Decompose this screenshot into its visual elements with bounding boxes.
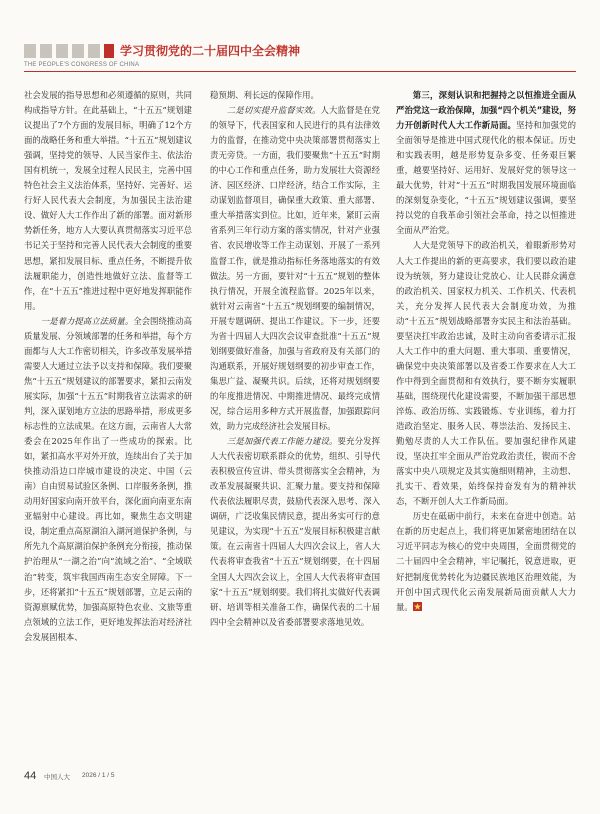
magazine-name: 中国人大 (44, 773, 70, 781)
page-number: 44 (24, 770, 37, 782)
header-bar-mark (56, 44, 68, 58)
paragraph: 人大是党领导下的政治机关，着眼新形势对人大工作提出的新的更高要求，我们要以政治建设为统领，努力建设让党放心、让人民群众满意的政治机关、国家权力机关、工作机关、代表机关，充分发挥人民代表大会制度功效，为推动“十五五”规划战略部署夯实民主和法治基础。要坚决扛牢政治忠诚，及时主动向省委请示汇报人大工作中的重大问题、重大事项、重要情况，确保党中央决策部署以及省委工作要求在人大工作中得到全面贯彻和有效执行，要不断夯实履职基础，围绕现代化建设需要，不断加强干部思想淬炼、政治历练、实践锻炼、专业训练，着力打造政治坚定、服务人民、尊崇法治、发扬民主、勤勉尽责的人大工作队伍。要加强纪律作风建设，坚决扛牢全面从严治党政治责任，锲而不舍落实中央八项规定及其实施细则精神，主动想、扎实干、看效果，始终保持奋发有为的精神状态，不断开创人大工作新局面。 (396, 240, 576, 507)
paragraph-body: 坚持和加强党的全面领导是推进中国式现代化的根本保证。历史和实践表明，越是形势复杂多变、任务艰巨繁重，越要坚持好、运用好、发展好党的领导这一最大优势，针对“十五五”时期我国发展环境面临的深刻复杂变化，“十五五”规划建议强调，要坚持以党的自我革命引领社会革命，持之以恒推进全面从严治党。 (396, 120, 577, 236)
header-bar-mark (72, 44, 84, 58)
text-column-1 (24, 88, 192, 766)
section-title: 学习贯彻党的二十届四中全会精神 (120, 44, 301, 58)
section-heading: 第三，深刻认识和把握持之以恒推进全面从严治党这一政治保障，加强“四个机关”建设，努力开创新时代人大工作新局面。 (396, 90, 576, 131)
header-bar-mark (40, 44, 52, 58)
paragraph (396, 509, 576, 614)
paragraph-body: 人大监督是在党的领导下，代表国家和人民进行的具有法律效力的监督，在推动党中央决策部署贯彻落实上责无旁贷。一方面，我们要聚焦“十五五”时期的中心工作和重点任务，助力发展壮大资源经济、园区经济、口岸经济，结合工作实际，主动谋划监督项目，确保重大政策、重大部署、重大举措落实到位。比如，近年来，紧盯云南省系列三年行动方案的落实情况，针对产业强省、农民增收等工作主动谋划、开展了一系列监督工作，就是推动指标任务落地落实的有效做法。另一方面，要针对“十五五”规划的整体执行情况，开展全流程监督。2025年以来，就针对云南省“十五五”规划纲要的编制情况，开展专题调研、提出工作建议。下一步，还要为省十四届人大四次会议审查批准“十五五”规划纲要做好准备，加强与省政府及有关部门的沟通联系，开展好规划纲要的初步审查工作，集思广益、凝聚共识。后续，还将对规划纲要的年度推进情况、中期推进情况、最终完成情况，综合运用多种方式开展监督，加强跟踪问效，助力完成经济社会发展目标。 (210, 105, 381, 432)
end-mark-icon (413, 602, 422, 611)
paragraph: 稳预期、利长远的保障作用。 (210, 90, 319, 100)
paragraph-body: 历史在砥砺中前行，未来在奋进中创造。站在新的历史起点上，我们将更加紧密地团结在以习近平同志为核心的党中央周围，全面贯彻党的二十届四中全会精神，牢记嘱托，锐意进取，更好把制度优势转化为边疆民族地区治理效能，为开创中国式现代化云南发展新局面贡献人大力量。 (396, 511, 576, 612)
paragraph-body: 要充分发挥人大代表密切联系群众的优势，组织、引导代表积极宣传宣讲、带头贯彻落实全会精神，为改革发展凝聚共识、汇聚力量。要支持和保障代表依法履职尽责，鼓励代表深入思考、深入调研，广泛收集民情民意，提出务实可行的意见建议，为实现“十五五”发展目标积极建言献策。在云南省十四届人大四次会议上，省人大代表将审查我省“十五五”规划纲要，在十四届全国人大四次会议上，全国人大代表将审查国家“十五五”规划纲要。我们将扎实做好代表调研、培训等相关准备工作，确保代表的二十届四中全会精神以及省委部署要求落地见效。 (210, 436, 380, 627)
paragraph (24, 314, 192, 645)
header-bar-mark (24, 44, 36, 58)
page-footer (24, 770, 576, 790)
paragraph-lead: 一是着力提高立法质量。 (40, 315, 134, 326)
magazine-subtitle: THE PEOPLE'S CONGRESS OF CHINA (24, 62, 140, 68)
text-column-3 (396, 88, 576, 766)
paragraph (396, 88, 576, 238)
header-bar-mark (88, 44, 100, 58)
paragraph-lead: 二是切实提升监督实效。 (226, 105, 321, 116)
header-rule (24, 71, 576, 72)
paragraph (210, 103, 380, 434)
header-accent-mark (104, 44, 114, 58)
text-column-2 (210, 88, 380, 766)
paragraph-body: 全会围绕推动高质量发展、分领域部署的任务和举措，每个方面都与人大工作密切相关，许多改革发展举措需要人大通过立法予以支持和保障。我们要聚焦“十五五”规划建议的部署要求，紧扣云南发展实际，加强“十五五”时期我省立法需求的研判，深入谋划地方立法的思路举措，形成更多标志性的立法成果。在这方面，云南省人大常委会在2025年作出了一些成功的探索。比如，紧扣高水平对外开放，连续出台了关于加快推动沿边口岸城市建设的决定、中国（云南）自由贸易试验区条例、口岸服务条例，推动用好国家向南开放平台，深化面向南亚东南亚辐射中心建设。再比如，聚焦生态文明建设，制定重点高原湖泊入湖河道保护条例，与所先九个高原湖泊保护条例充分衔接，推动保护治理从“一湖之治”向“流域之治”、“全域联治”转变，筑牢我国西南生态安全屏障。下一步，还将紧扣“十五五”规划部署，立足云南的资源禀赋优势，加强高原特色农业、文旅等重点领域的立法工作，更好地发挥法治对经济社会发展固根本、 (24, 315, 193, 642)
page-header (0, 40, 600, 76)
paragraph-lead: 三是加强代表工作能力建设。 (226, 436, 338, 447)
issue-date: 2026 / 1 / 5 (82, 772, 115, 779)
paragraph: 社会发展的指导思想和必须遵循的原则，共同构成指导方针。在此基础上，“十五五”规划建议提出了7个方面的发展目标，明确了12个方面的战略任务和重大举措。“十五五”规划建议强调，坚持党的领导、人民当家作主、依法治国有机统一，发展全过程人民民主，完善中国特色社会主义法治体系，坚持好、完善好、运行好人民代表大会制度，为加强民主法治建设、做好人大工作作出了新的部署。面对新形势新任务，地方人大要认真贯彻落实习近平总书记关于坚持和完善人民代表大会制度的重要思想，紧扣发展目标、重点任务，不断提升依法履职能力，创造性地做好立法、监督等工作，在“十五五”推进过程中更好地发挥职能作用。 (24, 90, 192, 311)
paragraph (210, 434, 380, 630)
